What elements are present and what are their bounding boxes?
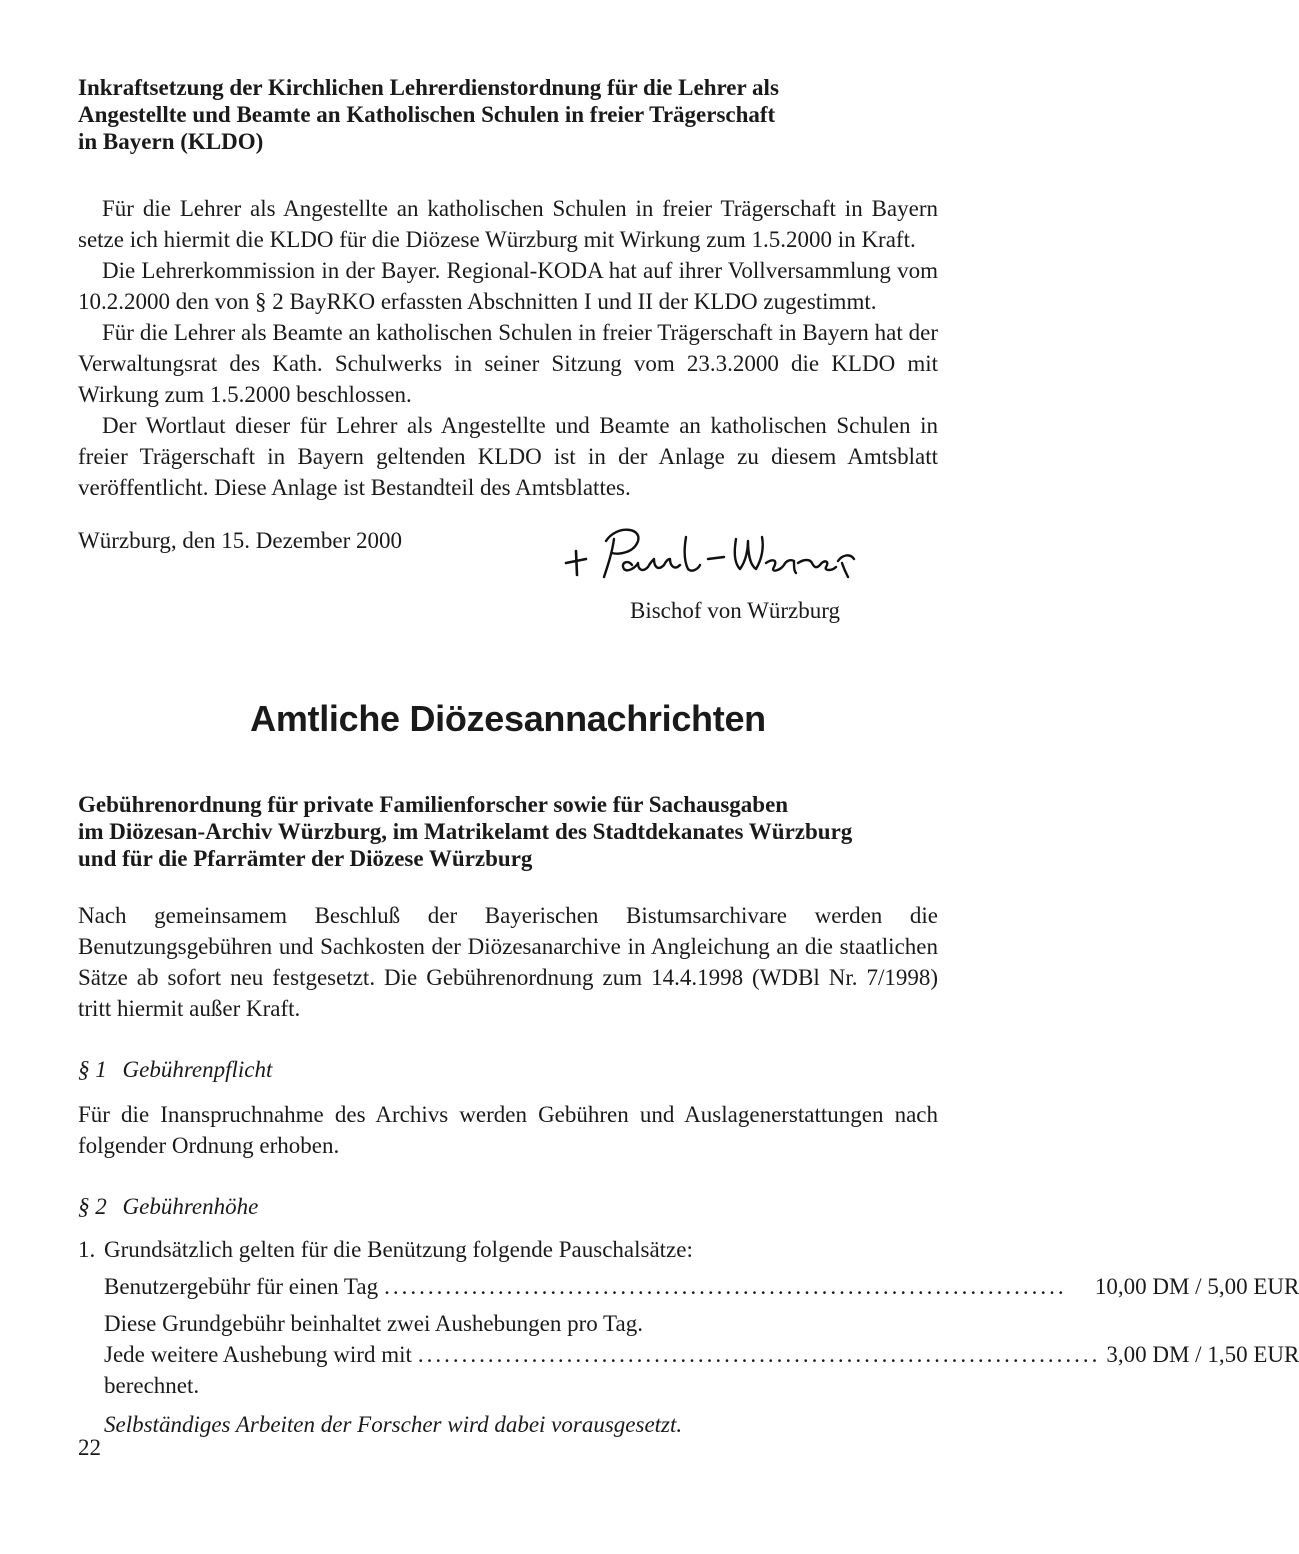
doc2-title-line: im Diözesan-Archiv Würzburg, im Matrikelamt des Stadtdekanates Würzburg: [78, 819, 853, 844]
italic-note: Selbständiges Arbeiten der Forscher wird dabei vorausgesetzt.: [104, 1412, 683, 1437]
doc1-paragraph: Die Lehrerkommission in der Bayer. Regional-KODA hat auf ihrer Vollversammlung vom 10.2.2000 den von § 2 BayRKO erfassten Abschnitten I und II der KLDO zugestimmt.: [78, 258, 938, 314]
paragraph-2-title: Gebührenhöhe: [122, 1194, 259, 1219]
signer-role: Bischof von Würzburg: [630, 598, 840, 623]
paragraph-2-heading: [78, 1191, 938, 1222]
doc1-title-line: Inkraftsetzung der Kirchlichen Lehrerdienstordnung für die Lehrer als: [78, 75, 779, 100]
section-title: Amtliche Diözesannachrichten: [250, 698, 766, 739]
list-item: [78, 1234, 1299, 1440]
document-page: [78, 74, 1299, 1440]
fee-row: [104, 1339, 1299, 1370]
fee-list: [78, 1234, 1299, 1440]
list-intro: Grundsätzlich gelten für die Benützung folgende Pauschalsätze:: [104, 1237, 693, 1262]
doc1-title-line: Angestellte und Beamte an Katholischen Schulen in freier Trägerschaft: [78, 102, 776, 127]
list-number: 1.: [78, 1237, 96, 1262]
fee-value: 10,00 DM / 5,00 EUR: [1094, 1274, 1299, 1299]
paragraph-1-text: Für die Inanspruchnahme des Archivs werden Gebühren und Auslagenerstattungen nach folgender Ordnung erhoben.: [78, 1102, 938, 1158]
doc1-paragraph: Für die Lehrer als Angestellte an katholischen Schulen in freier Trägerschaft in Bayern setze ich hiermit die KLDO für die Diözese Würzburg mit Wirkung zum 1.5.2000 in Kraft.: [78, 196, 938, 252]
paragraph-1-heading: [78, 1054, 938, 1085]
doc2-intro: Nach gemeinsamem Beschluß der Bayerischen Bistumsarchivare werden die Benutzungsgebühren und Sachkosten der Diözesanarchive in Angleichung an die staatlichen Sätze ab sofort neu festgesetzt. Die Gebührenordnung zum 14.4.1998 (WDBl Nr. 7/1998) tritt hiermit außer Kraft.: [78, 903, 938, 1021]
signature-block: [78, 525, 938, 645]
doc2-title: [78, 791, 938, 872]
place-date: Würzburg, den 15. Dezember 2000: [78, 528, 403, 553]
paragraph-1-number: § 1: [78, 1057, 107, 1082]
doc1-title-line: in Bayern (KLDO): [78, 129, 264, 154]
fee-note: Diese Grundgebühr beinhaltet zwei Aushebungen pro Tag.: [104, 1311, 643, 1336]
page-number: 22: [78, 1435, 101, 1460]
fee-value: 3,00 DM / 1,50 EUR: [1106, 1342, 1299, 1367]
handwritten-signature: [558, 519, 858, 589]
fee-label: Benutzergebühr für einen Tag: [104, 1274, 379, 1299]
dot-leader: ..............................................................................: [417, 1342, 1101, 1367]
paragraph-2-number: § 2: [78, 1194, 107, 1219]
paragraph-1-title: Gebührenpflicht: [122, 1057, 273, 1082]
dot-leader: ..............................................................................: [384, 1274, 1067, 1299]
fee-row: [104, 1271, 1299, 1302]
fee-label: Jede weitere Aushebung wird mit: [104, 1342, 412, 1367]
fee-suffix: berechnet.: [104, 1373, 200, 1398]
doc2-title-line: Gebührenordnung für private Familienforscher sowie für Sachausgaben: [78, 792, 789, 817]
list-body: [104, 1234, 1299, 1440]
doc1-paragraph: Für die Lehrer als Beamte an katholischen Schulen in freier Trägerschaft in Bayern hat der Verwaltungsrat des Kath. Schulwerks in seiner Sitzung vom 23.3.2000 die KLDO mit Wirkung zum 1.5.2000 beschlossen.: [78, 320, 938, 407]
doc1-body: [78, 193, 938, 503]
doc1-title: [78, 74, 938, 155]
doc2-title-line: und für die Pfarrämter der Diözese Würzburg: [78, 846, 533, 871]
doc1-paragraph: Der Wortlaut dieser für Lehrer als Angestellte und Beamte an katholischen Schulen in freier Trägerschaft in Bayern geltenden KLDO ist in der Anlage zu diesem Amtsblatt veröffentlicht. Diese Anlage ist Bestandteil des Amtsblattes.: [78, 413, 938, 500]
